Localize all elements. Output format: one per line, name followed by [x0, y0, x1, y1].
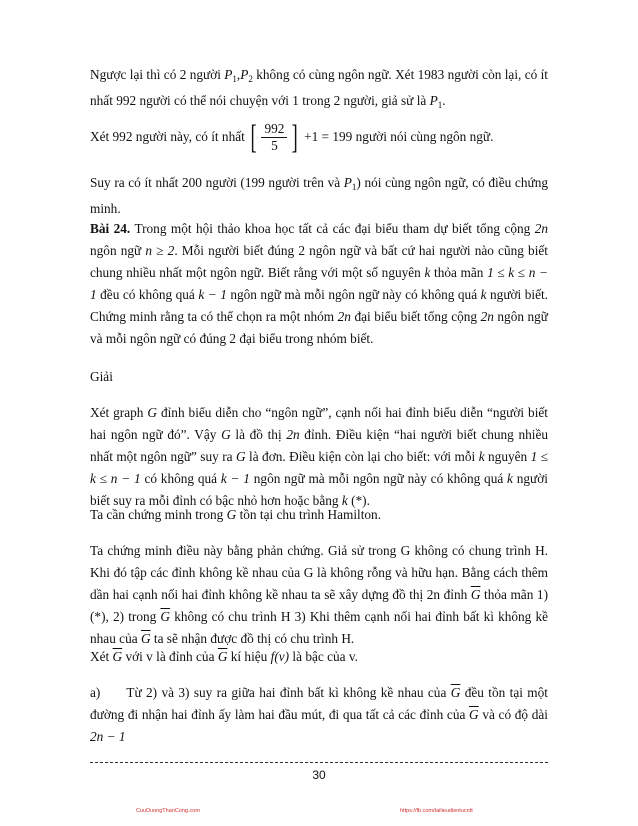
- text: ngôn ngữ mà mỗi ngôn ngữ này có không quá: [230, 287, 478, 302]
- text: ta sẽ nhận được đồ thị có chu trình H.: [153, 631, 355, 646]
- text: là bậc của v.: [292, 649, 359, 664]
- math-var-complement: $\overline{G}$: [160, 609, 171, 624]
- paragraph-1: [90, 64, 548, 116]
- paragraph-9: [90, 646, 548, 668]
- fraction-numerator: 992: [261, 121, 287, 138]
- math-var: k: [480, 287, 487, 302]
- text: ngôn ngữ: [90, 243, 142, 258]
- text: ngôn ngữ và mỗi ngôn ngữ có đúng 2 đại biểu trong nhóm biết.: [90, 309, 548, 346]
- math-var: G: [147, 405, 157, 420]
- text: Xét 992 người này, có ít nhất: [90, 129, 245, 144]
- text: với v là đỉnh của: [125, 649, 215, 664]
- math-formula: k − 1: [220, 471, 250, 486]
- text: là đồ thị: [235, 427, 282, 442]
- math-var: G: [226, 507, 237, 522]
- paragraph-8: [90, 540, 548, 650]
- math-var: k: [507, 471, 513, 486]
- paragraph-10: [90, 682, 548, 748]
- paragraph-7: [90, 504, 548, 526]
- text: người biết. Chứng minh rằng ta có thể chọn ra một nhóm: [90, 287, 549, 324]
- text: Ta cần chứng minh trong: [90, 507, 224, 522]
- math-sub: 1: [232, 74, 237, 84]
- math-var: k: [341, 493, 348, 508]
- math-var-complement: $\overline{G}$: [469, 707, 479, 722]
- text: Từ 2) và 3) suy ra giữa hai đỉnh bất kì không kề nhau của: [126, 685, 447, 700]
- text: ,: [236, 67, 241, 82]
- footer-left-link[interactable]: CuuDuongThanCong.com: [136, 808, 200, 814]
- text: người nói cùng ngôn ngữ.: [355, 129, 494, 144]
- text: người biết suy ra mỗi đỉnh có bậc nhỏ hơn hoặc bằng: [90, 471, 548, 508]
- math-var: P: [429, 93, 438, 108]
- text: . Mỗi người biết đúng 2 ngôn ngữ và bất cứ hai người nào cũng biết chung nhiều nhất một ngôn ngữ. Biết rằng với một số nguyên: [90, 243, 548, 280]
- paragraph-3: [90, 172, 548, 220]
- problem-title: Bài 24.: [90, 221, 131, 236]
- math-var-complement: $\overline{G}$: [470, 587, 481, 602]
- text: Ta chứng minh điều này bằng phản chứng. Giả sử trong G không có chung trình H. Khi đó tập các đỉnh không kề nhau của G là không rỗng và hữu hạn. Bằng cách thêm dần hai cạnh nối hai đỉnh không kề nhau ta sẽ xây dựng đồ thị 2n đỉnh: [90, 543, 548, 602]
- math-var: 2n: [337, 309, 351, 324]
- math-var-complement: $\overline{G}$: [450, 685, 461, 700]
- math-formula: 2n − 1: [90, 729, 126, 744]
- item-label: a): [90, 685, 101, 700]
- math-formula: n ≥ 2: [145, 243, 175, 258]
- math-var-complement: $\overline{G}$: [217, 649, 228, 664]
- formula: +1 = 199: [304, 129, 353, 144]
- footer-divider: [90, 762, 548, 763]
- math-var-complement: $\overline{G}$: [140, 631, 151, 646]
- math-sub: 2: [248, 74, 253, 84]
- math-var: k: [424, 265, 431, 280]
- math-formula: 1 ≤ k ≤ n − 1: [90, 265, 548, 302]
- text: ) nói cùng ngôn ngữ, có điều chứng minh.: [90, 175, 548, 216]
- text: nguyên: [488, 449, 528, 464]
- text: thỏa mãn: [434, 265, 484, 280]
- fraction: [261, 121, 287, 154]
- text: (*).: [351, 493, 370, 508]
- math-sub: 1: [437, 100, 443, 110]
- text: Suy ra có ít nhất 200 người (199 người trên và: [90, 175, 341, 190]
- text: đều có không quá: [100, 287, 195, 302]
- floor-bracket-left: [: [250, 118, 257, 156]
- text: không có chu trình H 3) Khi thêm cạnh nối hai đỉnh bất kì không kề nhau của: [90, 609, 549, 646]
- text: Trong một hội thảo khoa học tất cả các đại biểu tham dự biết tổng cộng: [134, 221, 531, 236]
- text: Xét: [90, 649, 110, 664]
- text: .: [442, 93, 446, 108]
- math-var: 2n: [534, 221, 548, 236]
- paragraph-problem-24: [90, 218, 548, 350]
- text: Xét graph: [90, 405, 144, 420]
- math-var-complement: $\overline{G}$: [112, 649, 123, 664]
- math-var: P: [240, 67, 249, 82]
- math-var: 2n: [480, 309, 494, 324]
- math-var: G: [235, 449, 246, 464]
- text: kí hiệu: [230, 649, 268, 664]
- page-number: 30: [312, 768, 326, 782]
- fraction-denominator: 5: [271, 138, 278, 154]
- math-formula: k − 1: [198, 287, 227, 302]
- text: không có cùng ngôn ngữ. Xét 1983 người còn lại, có ít nhất 992 người có thể nói chuyện với 1 trong 2 người, giả sử là: [90, 67, 548, 108]
- paragraph-6: [90, 402, 548, 512]
- math-var: P: [224, 67, 233, 82]
- text: đỉnh biểu diễn cho “ngôn ngữ”, cạnh nối hai đỉnh biểu diễn “người biết hai ngôn ngữ đó”. Vậy: [90, 405, 548, 442]
- math-formula: 1 ≤ k ≤ n − 1: [90, 449, 549, 486]
- text: ngôn ngữ mà mỗi ngôn ngữ này có không quá: [253, 471, 504, 486]
- solution-heading: [90, 366, 548, 388]
- math-var: k: [478, 449, 485, 464]
- text: và có độ dài: [482, 707, 548, 722]
- text: đại biểu biết tổng cộng: [354, 309, 478, 324]
- math-var: 2n: [286, 427, 300, 442]
- text: thỏa mãn 1) (*), 2) trong: [90, 587, 548, 624]
- text: tồn tại chu trình Hamilton.: [239, 507, 382, 522]
- text: Giải: [90, 369, 113, 384]
- text: có không quá: [144, 471, 218, 486]
- text: là đơn. Điều kiện còn lại cho biết: với mỗi: [249, 449, 476, 464]
- floor-bracket-right: ]: [291, 118, 299, 156]
- math-var: G: [221, 427, 231, 442]
- text: đều tồn tại một đường đi nhận hai đỉnh ấy làm hai đầu mút, đi qua tất cả các đỉnh của: [90, 685, 548, 722]
- text: đỉnh. Điều kiện “hai người biết chung nhiều nhất một ngôn ngữ” suy ra: [90, 427, 549, 464]
- footer-right-link[interactable]: https://fb.com/tailieudientucntt: [400, 808, 473, 814]
- text: Ngược lại thì có 2 người: [90, 67, 221, 82]
- math-var: P: [343, 175, 352, 190]
- paragraph-2: [90, 118, 548, 156]
- math-formula: f(v): [270, 649, 290, 664]
- math-sub: 1: [351, 182, 357, 192]
